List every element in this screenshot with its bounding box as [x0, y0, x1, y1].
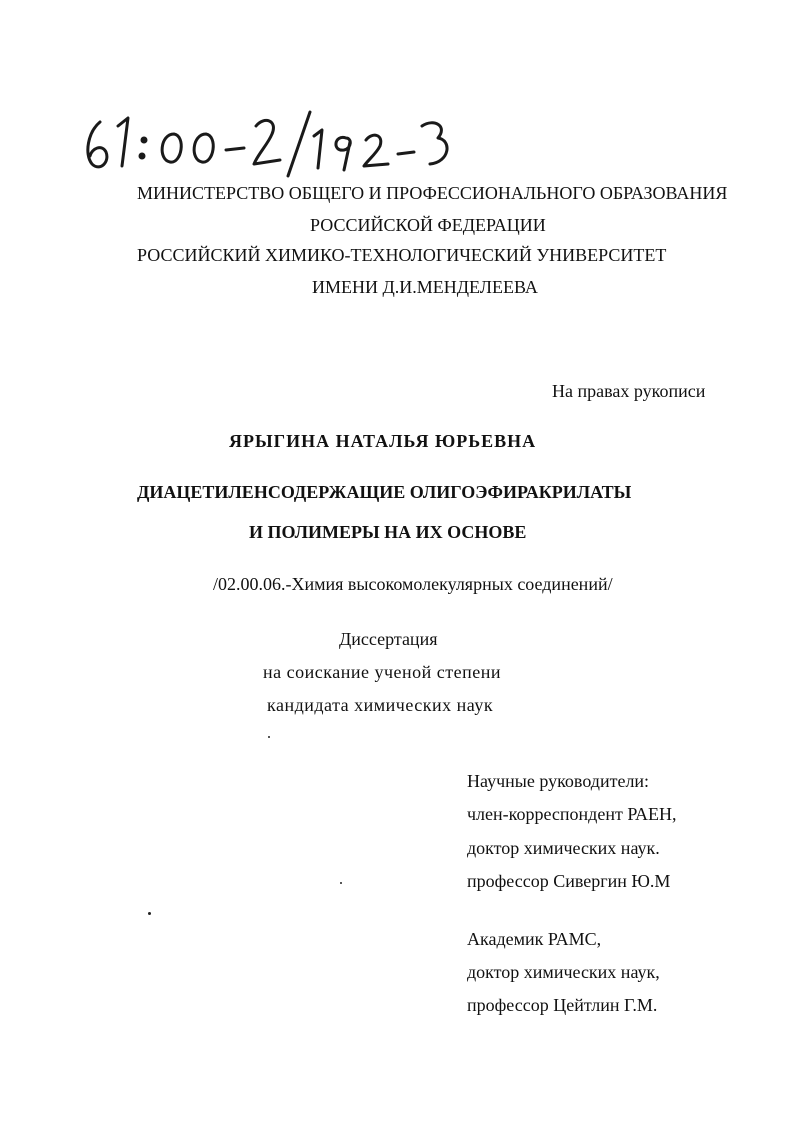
- header-ministry: МИНИСТЕРСТВО ОБЩЕГО И ПРОФЕССИОНАЛЬНОГО ОБРАЗОВАНИЯ: [137, 183, 728, 203]
- supervisor1-degree: доктор химических наук.: [467, 838, 660, 858]
- degree-purpose: на соискание ученой степени: [263, 662, 501, 682]
- author-name: ЯРЫГИНА НАТАЛЬЯ ЮРЬЕВНА: [229, 431, 537, 451]
- supervisor2-name: профессор Цейтлин Г.М.: [467, 995, 658, 1015]
- specialty-code: /02.00.06.-Химия высокомолекулярных соединений/: [213, 574, 613, 594]
- degree-dissertation: Диссертация: [339, 629, 438, 649]
- supervisor2-title: Академик РАМС,: [467, 929, 602, 949]
- supervisor1-title: член-корреспондент РАЕН,: [467, 804, 677, 824]
- scan-speck: [148, 912, 151, 915]
- degree-field: кандидата химических наук: [267, 695, 494, 715]
- scan-speck: [340, 882, 342, 884]
- header-university: РОССИЙСКИЙ ХИМИКО-ТЕХНОЛОГИЧЕСКИЙ УНИВЕРСИТЕТ: [137, 245, 667, 265]
- supervisors-heading: Научные руководители:: [467, 771, 650, 791]
- header-university-name: ИМЕНИ Д.И.МЕНДЕЛЕЕВА: [312, 277, 538, 297]
- handwritten-archive-mark: [78, 104, 458, 184]
- scan-speck: [268, 736, 270, 738]
- thesis-title-line2: И ПОЛИМЕРЫ НА ИХ ОСНОВЕ: [249, 522, 527, 542]
- supervisor2-degree: доктор химических наук,: [467, 962, 660, 982]
- manuscript-note: На правах рукописи: [552, 381, 706, 401]
- header-federation: РОССИЙСКОЙ ФЕДЕРАЦИИ: [310, 215, 546, 235]
- supervisor1-name: профессор Сивергин Ю.М: [467, 871, 671, 891]
- thesis-title-line1: ДИАЦЕТИЛЕНСОДЕРЖАЩИЕ ОЛИГОЭФИРАКРИЛАТЫ: [137, 482, 632, 502]
